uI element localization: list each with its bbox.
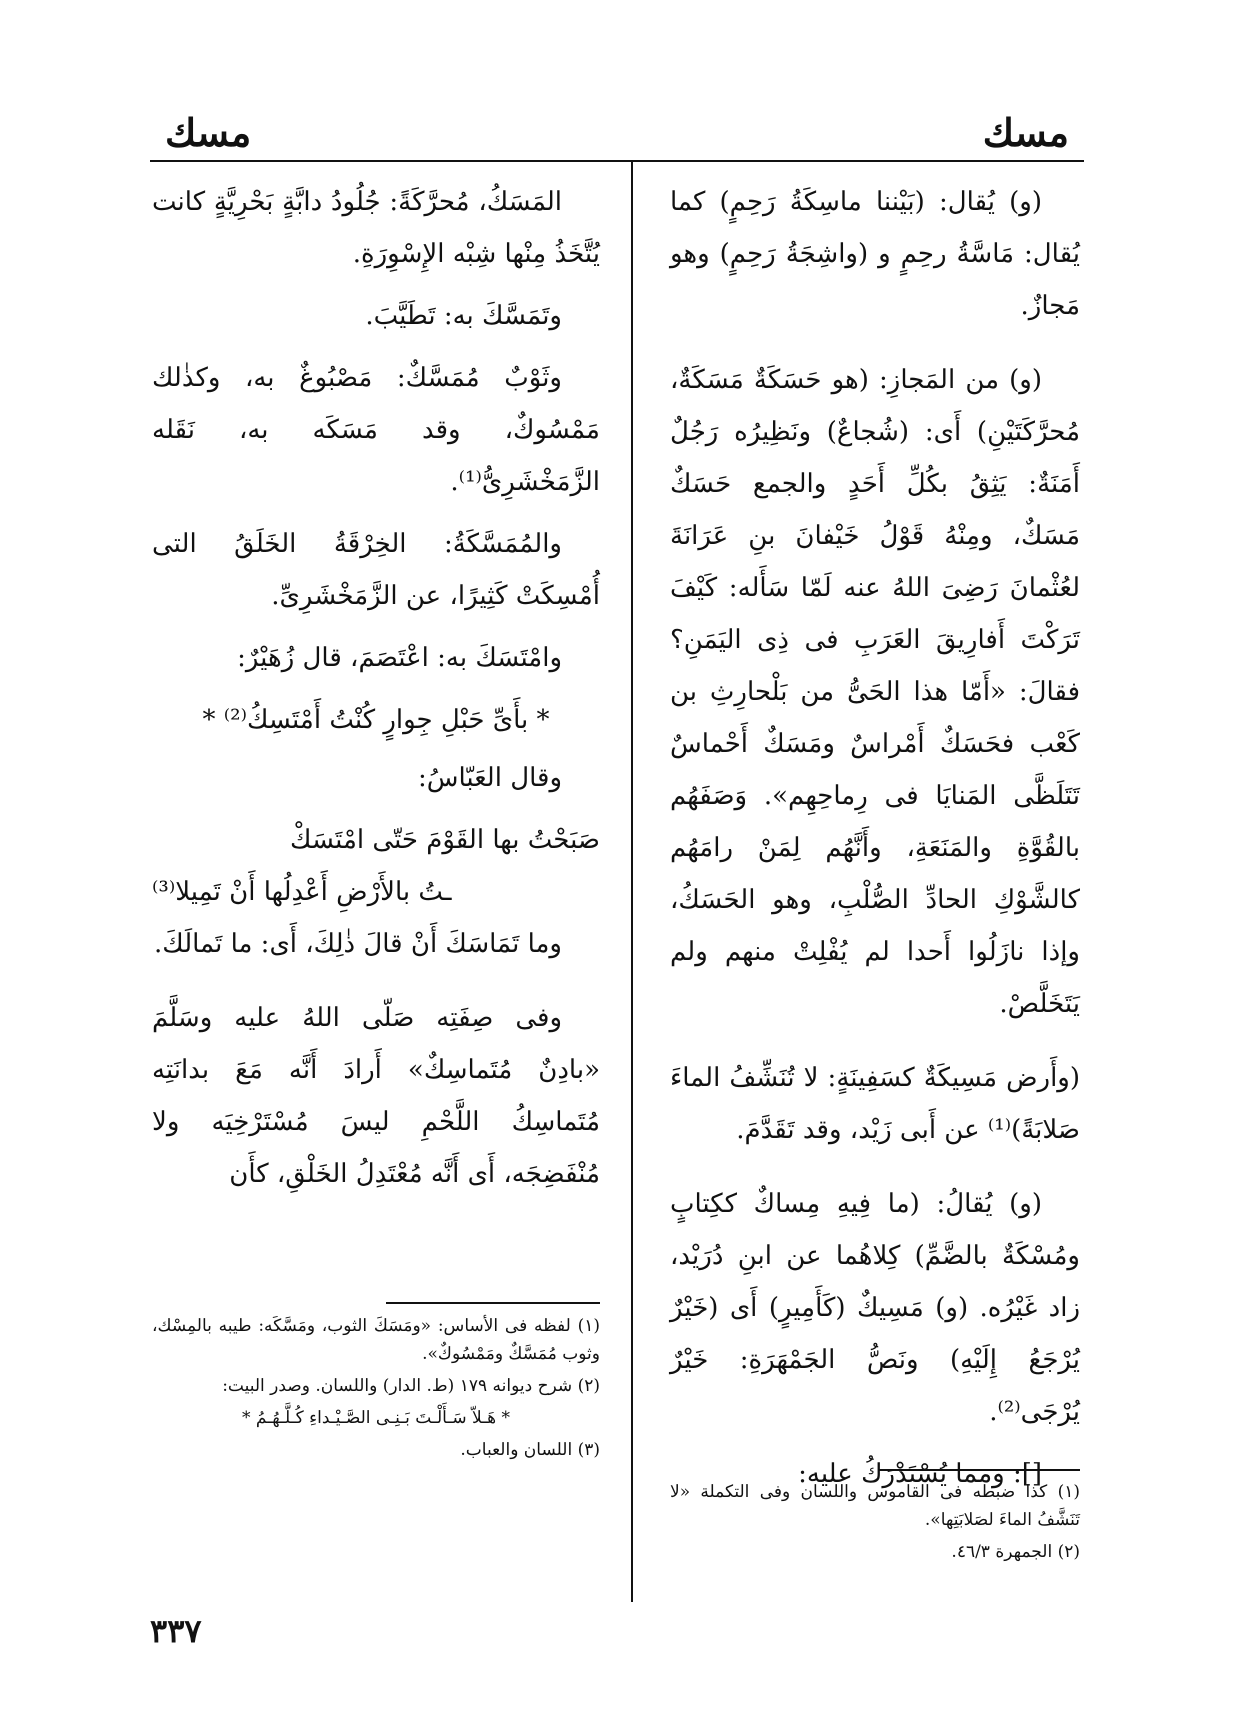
entry-paragraph: والمُمَسَّكَةُ: الخِرْقَةُ الخَلَقُ التى أُمْسِكَتْ كَثِيرًا، عن الزَّمَخْشَرِىِّ. [152, 529, 600, 611]
entry-paragraph: (وأَرض مَسِيكَةٌ كسَفِينَةٍ: لا تُنَشِّفُ الماءَ صَلابَةً)⁽¹⁾ عن أَبى زَيْد، وقد تَقَدَّمَ. [670, 1063, 1080, 1145]
verse-line-2: ـتُ بالأَرْضِ أَعْدِلُها أَنْ تَمِيلا⁽³⁾ [152, 877, 452, 907]
footnote: (٣) اللسان والعباب. [460, 1440, 600, 1460]
footnotes-left [152, 1312, 600, 1468]
entry-paragraph: المَسَكُ، مُحرَّكَةً: جُلُودُ دابَّةٍ بَحْرِيَّةٍ كانت يُتَّخَذُ مِنْها شِبْه الإِسْوِرَةِ. [152, 187, 600, 269]
running-header-right: مسك [982, 110, 1069, 155]
footnotes-right [670, 1478, 1080, 1570]
footnote: (١) كذا ضبطه فى القاموس واللسان وفى التكملة «لا تَنَشَّفُ الماءَ لصَلابَتِها». [670, 1482, 1080, 1530]
footnote: (٢) الجمهرة ٤٦/٣. [951, 1542, 1080, 1562]
entry-paragraph: وتَمَسَّكَ به: تَطَيَّبَ. [365, 301, 562, 331]
running-header-left: مسك [165, 110, 252, 155]
entry-paragraph: وما تَمَاسَكَ أَنْ قالَ ذٰلِكَ، أَى: ما تَمالَكَ. [154, 929, 562, 959]
left-column [152, 176, 600, 1222]
footnote-rule-right [878, 1469, 1080, 1471]
entry-paragraph: (و) يُقالُ: (ما فِيهِ مِساكٌ ككِتابٍ ومُسْكَةٌ بالضَّمِّ) كِلاهُما عن ابنِ دُرَيْد، زاد غَيْرُه. (و) مَسِيكٌ (كَأَمِيرٍ) أَى (خَيْرٌ يُرْجَعُ إِلَيْهِ) ونَصُّ الجَمْهَرَةِ: خَيْرٌ يُرْجَى⁽²⁾. [670, 1189, 1080, 1427]
entry-paragraph: وقال العَبّاسُ: [417, 763, 562, 793]
verse-quote: * بأَىِّ حَبْلِ جِوارٍ كُنْتُ أَمْتَسِكُ⁽²⁾ * [202, 705, 550, 735]
footnote-rule-left [386, 1302, 600, 1304]
right-column [670, 176, 1080, 1522]
entry-paragraph: (و) يُقال: (بَيْننا ماسِكَةُ رَحِمٍ) كما يُقال: مَاسَّةُ رحِمٍ و (واشِجَةُ رَحِمٍ) وهو مَجازٌ. [670, 187, 1080, 321]
entry-paragraph: وامْتَسَكَ به: اعْتَصَمَ، قال زُهَيْرٌ: [237, 643, 562, 673]
entry-paragraph: (و) من المَجازِ: (هو حَسَكَةٌ مَسَكَةٌ، مُحرَّكَتَيْنِ) أَى: (شُجاعٌ) ونَظِيرُه رَجُلٌ أَمَنَةٌ: يَثِقُ بكُلِّ أَحَدٍ والجمع حَسَكٌ مَسَكٌ، ومِنْهُ قَوْلُ خَيْفانَ بنِ عَرَانَةَ لعُثْمانَ رَضِىَ اللهُ عنه لَمّا سَأَله: كَيْفَ تَرَكْتَ أَفارِيقَ العَرَبِ فى ذِى اليَمَنِ؟ فقالَ: «أَمّا هذا الحَىُّ من بَلْحارِثِ بن كَعْب فحَسَكٌ أَمْراسٌ ومَسَكٌ أَحْماسٌ تَتَلَظَّى المَنايَا فى رِماحِهِم». وَصَفَهُم بالقُوَّةِ والمَنَعَةِ، وأَنَّهُم لِمَنْ رامَهُم كالشَّوْكِ الحادِّ الصُّلْبِ، وهو الحَسَكُ، وإذا نازَلُوا أَحدا لم يُفْلِتْ منهم ولم يَتَخَلَّصْ. [670, 365, 1080, 1019]
column-divider [631, 162, 633, 1602]
footnote: (٢) شرح ديوانه ١٧٩ (ط. الدار) واللسان. وصدر البيت: [222, 1376, 600, 1396]
page-number: ٣٣٧ [150, 1612, 202, 1650]
header-rule [150, 160, 1084, 162]
entry-paragraph: وفى صِفَتِه صَلّى اللهُ عليه وسَلَّمَ «بادِنٌ مُتَماسِكٌ» أَرادَ أَنَّه مَعَ بدانَتِه مُتَماسِكُ اللَّحْمِ ليسَ مُسْتَرْخِيَه ولا مُنْفَضِجَه، أَى أَنَّه مُعْتَدِلُ الخَلْقِ، كأَن [152, 1003, 600, 1189]
footnote: (١) لفظه فى الأساس: «ومَسَكَ الثوب، ومَسَّكَه: طيبه بالمِسْك، وثوب مُمَسَّكٌ ومَمْسُوكٌ». [152, 1316, 600, 1364]
addendum-heading: []: ومما يُسْتَدْرَكُ عليه: [798, 1459, 1042, 1489]
entry-paragraph: وثَوْبٌ مُمَسَّكٌ: مَصْبُوغٌ به، وكذٰلك مَمْسُوكٌ، وقد مَسَكَه به، نَقَله الزَّمَخْشَرِىُّ⁽¹⁾. [152, 363, 600, 497]
verse-line-1: صَبَحْتُ بها القَوْمَ حَتّى امْتَسَكْ [290, 825, 600, 855]
footnote-verse: * هَـلاّ سَـأَلْـتَ بَـنِـى الصَّـيْـداءِ كُـلَّـهُـمُ * [242, 1408, 510, 1428]
